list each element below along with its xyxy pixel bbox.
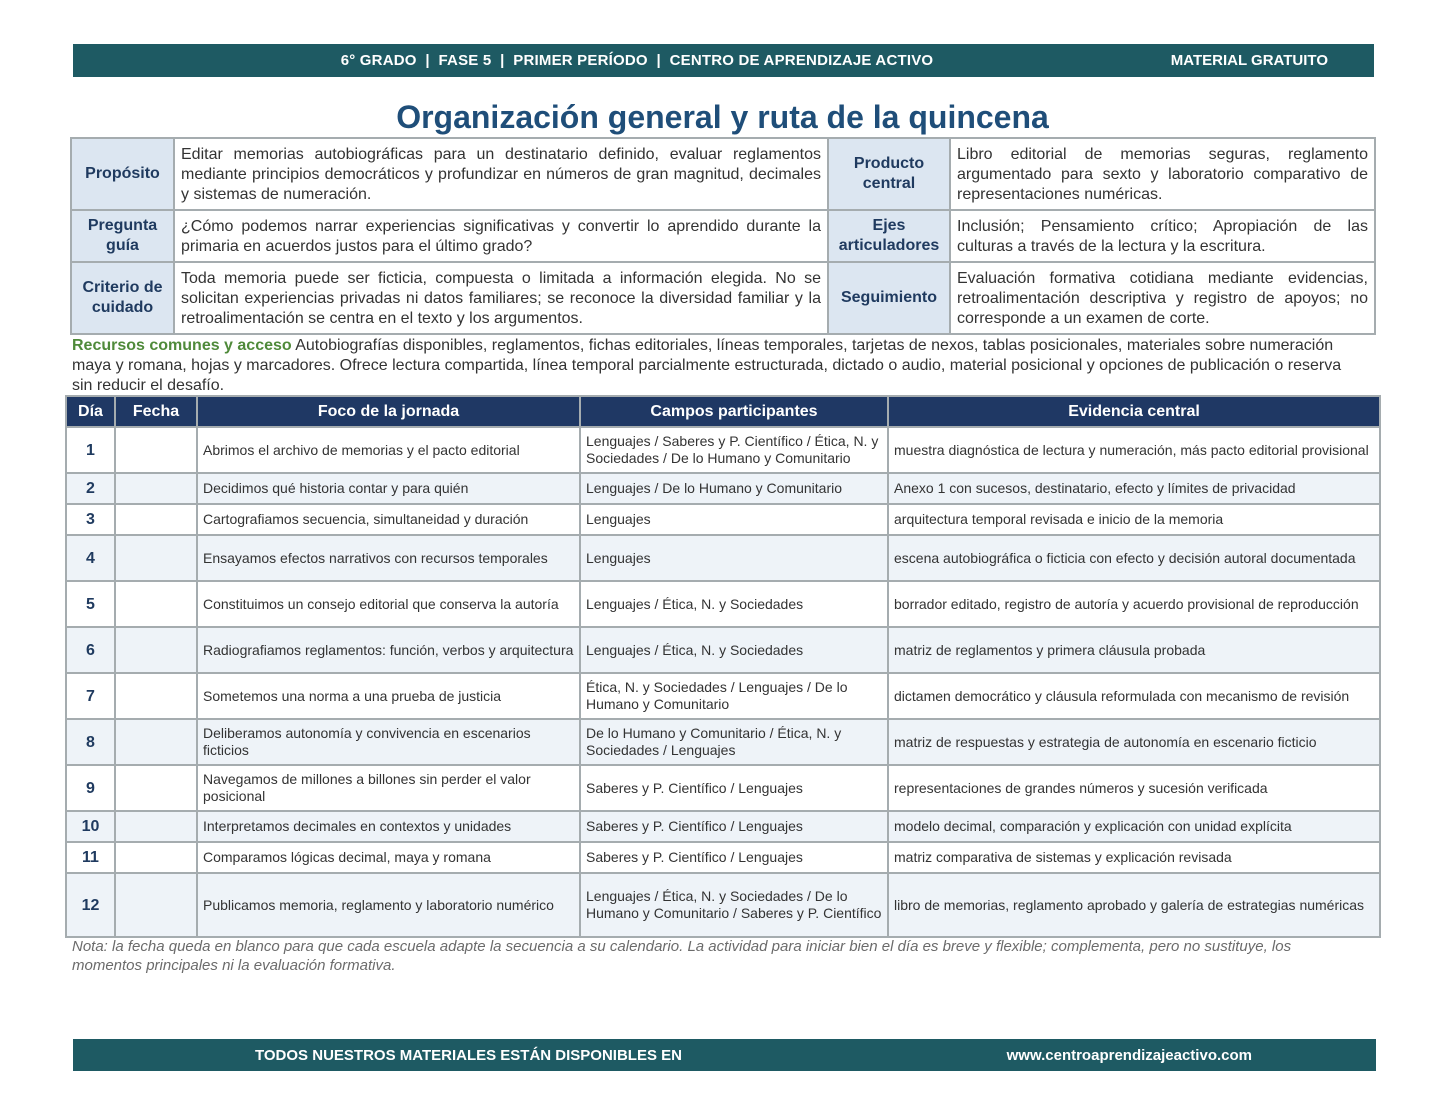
- date-cell: [115, 765, 197, 811]
- evidence-cell: Anexo 1 con sucesos, destinatario, efecto y límites de privacidad: [888, 473, 1380, 504]
- footer-url: www.centroaprendizajeactivo.com: [1006, 1047, 1252, 1064]
- criterio-label: Criterio de cuidado: [71, 262, 174, 334]
- table-row: [66, 504, 1380, 535]
- focus-cell: Deliberamos autonomía y convivencia en escenarios ficticios: [197, 719, 580, 765]
- pregunta-value: ¿Cómo podemos narrar experiencias significativas y convertir lo aprendido durante la primaria en acuerdos justos para el último grado?: [174, 210, 828, 262]
- header-breadcrumb: 6° GRADO | FASE 5 | PRIMER PERÍODO | CENTRO DE APRENDIZAJE ACTIVO: [340, 52, 934, 69]
- col-header-evidencia: Evidencia central: [888, 396, 1380, 427]
- producto-label: Producto central: [828, 138, 950, 210]
- fields-cell: Saberes y P. Científico / Lenguajes: [580, 811, 888, 842]
- col-header-fecha: Fecha: [115, 396, 197, 427]
- fields-cell: Lenguajes / De lo Humano y Comunitario: [580, 473, 888, 504]
- criterio-value: Toda memoria puede ser ficticia, compuesta o limitada a información elegida. No se solicitan experiencias privadas ni datos familiares; se reconoce la diversidad familiar y la retroalimentación se centra en el texto y los argumentos.: [174, 262, 828, 334]
- focus-cell: Ensayamos efectos narrativos con recursos temporales: [197, 535, 580, 581]
- date-cell: [115, 581, 197, 627]
- table-row: [66, 873, 1380, 937]
- ejes-value: Inclusión; Pensamiento crítico; Apropiación de las culturas a través de la lectura y la escritura.: [950, 210, 1375, 262]
- date-cell: [115, 842, 197, 873]
- date-cell: [115, 473, 197, 504]
- focus-cell: Radiografiamos reglamentos: función, verbos y arquitectura: [197, 627, 580, 673]
- evidence-cell: modelo decimal, comparación y explicación con unidad explícita: [888, 811, 1380, 842]
- day-number: 11: [66, 842, 115, 873]
- day-number: 12: [66, 873, 115, 937]
- table-row: [66, 535, 1380, 581]
- date-cell: [115, 504, 197, 535]
- focus-cell: Navegamos de millones a billones sin perder el valor posicional: [197, 765, 580, 811]
- focus-cell: Comparamos lógicas decimal, maya y romana: [197, 842, 580, 873]
- table-row: [66, 473, 1380, 504]
- day-number: 5: [66, 581, 115, 627]
- evidence-cell: matriz de reglamentos y primera cláusula probada: [888, 627, 1380, 673]
- date-cell: [115, 627, 197, 673]
- fields-cell: Lenguajes / Ética, N. y Sociedades: [580, 627, 888, 673]
- resources-paragraph: [72, 336, 1362, 396]
- date-cell: [115, 811, 197, 842]
- fields-cell: Saberes y P. Científico / Lenguajes: [580, 842, 888, 873]
- table-row: [66, 581, 1380, 627]
- date-cell: [115, 719, 197, 765]
- evidence-cell: arquitectura temporal revisada e inicio de la memoria: [888, 504, 1380, 535]
- day-number: 1: [66, 427, 115, 473]
- col-header-foco: Foco de la jornada: [197, 396, 580, 427]
- col-header-campos: Campos participantes: [580, 396, 888, 427]
- focus-cell: Cartografiamos secuencia, simultaneidad y duración: [197, 504, 580, 535]
- day-number: 2: [66, 473, 115, 504]
- fields-cell: Lenguajes / Saberes y P. Científico / Ética, N. y Sociedades / De lo Humano y Comunitario: [580, 427, 888, 473]
- producto-value: Libro editorial de memorias seguras, reglamento argumentado para sexto y laboratorio comparativo de representaciones numéricas.: [950, 138, 1375, 210]
- fields-cell: De lo Humano y Comunitario / Ética, N. y Sociedades / Lenguajes: [580, 719, 888, 765]
- evidence-cell: escena autobiográfica o ficticia con efecto y decisión autoral documentada: [888, 535, 1380, 581]
- resources-label: Recursos comunes y acceso: [72, 337, 292, 354]
- ejes-label: Ejes articuladores: [828, 210, 950, 262]
- table-row: [66, 627, 1380, 673]
- fields-cell: Lenguajes: [580, 504, 888, 535]
- day-number: 9: [66, 765, 115, 811]
- proposito-value: Editar memorias autobiográficas para un destinatario definido, evaluar reglamentos mediante principios democráticos y profundizar en números de gran magnitud, decimales y sistemas de numeración.: [174, 138, 828, 210]
- col-header-dia: Día: [66, 396, 115, 427]
- evidence-cell: borrador editado, registro de autoría y acuerdo provisional de reproducción: [888, 581, 1380, 627]
- table-row: [66, 842, 1380, 873]
- table-row: [66, 673, 1380, 719]
- resources-text: Autobiografías disponibles, reglamentos, fichas editoriales, líneas temporales, tarjetas de nexos, tablas posicionales, materiales sobre numeración maya y romana, hojas y marcadores. Ofrece lectura compartida, línea temporal parcialmente estructurada, dictado o audio, material posicional y opciones de publicación o reserva sin reducir el desafío.: [72, 337, 1342, 394]
- fields-cell: Lenguajes / Ética, N. y Sociedades / De lo Humano y Comunitario / Saberes y P. Científico: [580, 873, 888, 937]
- date-cell: [115, 535, 197, 581]
- evidence-cell: dictamen democrático y cláusula reformulada con mecanismo de revisión: [888, 673, 1380, 719]
- evidence-cell: libro de memorias, reglamento aprobado y galería de estrategias numéricas: [888, 873, 1380, 937]
- fields-cell: Lenguajes / Ética, N. y Sociedades: [580, 581, 888, 627]
- fields-cell: Lenguajes: [580, 535, 888, 581]
- footer-bar: [73, 1039, 1376, 1071]
- pregunta-label: Pregunta guía: [71, 210, 174, 262]
- fields-cell: Ética, N. y Sociedades / Lenguajes / De lo Humano y Comunitario: [580, 673, 888, 719]
- day-number: 8: [66, 719, 115, 765]
- evidence-cell: matriz comparativa de sistemas y explicación revisada: [888, 842, 1380, 873]
- day-number: 7: [66, 673, 115, 719]
- date-cell: [115, 673, 197, 719]
- day-number: 10: [66, 811, 115, 842]
- focus-cell: Interpretamos decimales en contextos y unidades: [197, 811, 580, 842]
- evidence-cell: matriz de respuestas y estrategia de autonomía en escenario ficticio: [888, 719, 1380, 765]
- header-tag: MATERIAL GRATUITO: [1170, 52, 1328, 69]
- focus-cell: Abrimos el archivo de memorias y el pacto editorial: [197, 427, 580, 473]
- focus-cell: Publicamos memoria, reglamento y laboratorio numérico: [197, 873, 580, 937]
- footer-text: TODOS NUESTROS MATERIALES ESTÁN DISPONIBLES EN: [255, 1047, 682, 1064]
- table-row: [66, 765, 1380, 811]
- evidence-cell: muestra diagnóstica de lectura y numeración, más pacto editorial provisional: [888, 427, 1380, 473]
- day-number: 3: [66, 504, 115, 535]
- focus-cell: Sometemos una norma a una prueba de justicia: [197, 673, 580, 719]
- table-row: [66, 811, 1380, 842]
- proposito-label: Propósito: [71, 138, 174, 210]
- table-row: [66, 719, 1380, 765]
- date-cell: [115, 427, 197, 473]
- page-title: Organización general y ruta de la quincena: [396, 99, 1049, 135]
- date-cell: [115, 873, 197, 937]
- day-number: 4: [66, 535, 115, 581]
- seguimiento-label: Seguimiento: [828, 262, 950, 334]
- focus-cell: Decidimos qué historia contar y para quién: [197, 473, 580, 504]
- table-row: [66, 427, 1380, 473]
- fields-cell: Saberes y P. Científico / Lenguajes: [580, 765, 888, 811]
- footnote: Nota: la fecha queda en blanco para que cada escuela adapte la secuencia a su calendario. La actividad para iniciar bien el día es breve y flexible; complementa, pero no sustituye, los momentos principales ni la evaluación formativa.: [72, 938, 1292, 974]
- evidence-cell: representaciones de grandes números y sucesión verificada: [888, 765, 1380, 811]
- day-number: 6: [66, 627, 115, 673]
- summary-table: [70, 137, 1376, 335]
- focus-cell: Constituimos un consejo editorial que conserva la autoría: [197, 581, 580, 627]
- seguimiento-value: Evaluación formativa cotidiana mediante evidencias, retroalimentación descriptiva y registro de apoyos; no corresponde a un examen de corte.: [950, 262, 1375, 334]
- header-bar: [73, 44, 1374, 77]
- schedule-table: [65, 395, 1381, 938]
